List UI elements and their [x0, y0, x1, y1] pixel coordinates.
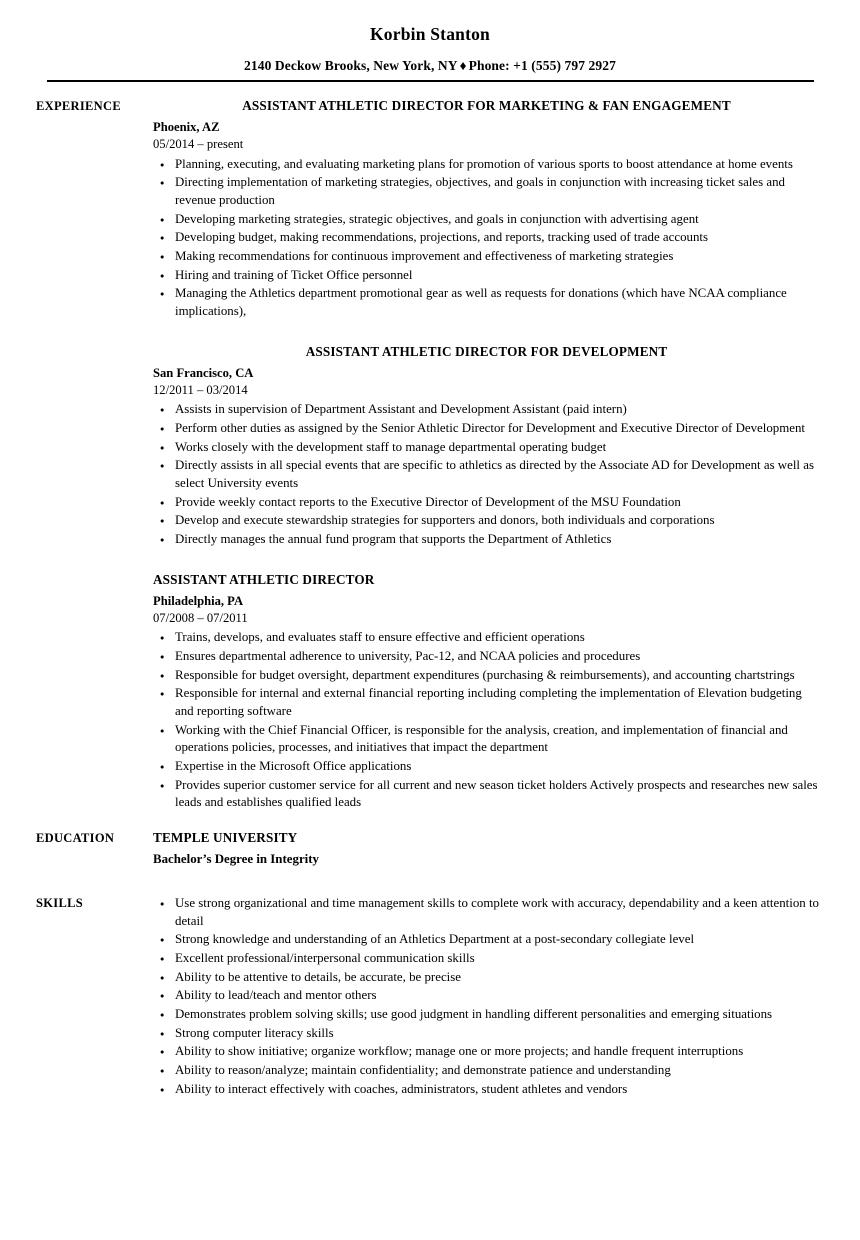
job-bullet: ● Planning, executing, and evaluating marketing plans for promotion of various sports to boost attendance at home events: [153, 156, 820, 174]
section-label-skills: SKILLS: [36, 895, 83, 910]
job-title: ASSISTANT ATHLETIC DIRECTOR FOR MARKETING & FAN ENGAGEMENT: [242, 98, 731, 113]
skill-bullet: ● Excellent professional/interpersonal communication skills: [153, 950, 820, 968]
skill-bullet: ● Ability to be attentive to details, be accurate, be precise: [153, 969, 820, 987]
skill-bullet: ● Ability to interact effectively with coaches, administrators, student athletes and vendors: [153, 1081, 820, 1099]
skills-body: [153, 894, 820, 1098]
experience-section: [0, 82, 860, 812]
experience-body: [153, 97, 820, 812]
experience-job: [153, 97, 820, 321]
experience-job: [153, 343, 820, 549]
job-bullet: ● Responsible for internal and external financial reporting including completing the implementation of Elevation budgeting and reporting software: [153, 685, 820, 720]
job-bullet: ● Responsible for budget oversight, department expenditures (purchasing & reimbursements), and accounting chartstrings: [153, 667, 820, 685]
job-bullet: ● Expertise in the Microsoft Office applications: [153, 758, 820, 776]
skill-bullet: ● Demonstrates problem solving skills; use good judgment in handling different personalities and emerging situations: [153, 1006, 820, 1024]
job-dates: 05/2014 – present: [153, 136, 244, 151]
job-bullet: ● Directing implementation of marketing strategies, objectives, and goals in conjunction with increasing ticket sales and revenue production: [153, 174, 820, 209]
job-bullet: ● Directly manages the annual fund program that supports the Department of Athletics: [153, 531, 820, 549]
job-bullet-list: [153, 401, 820, 548]
resume-header: [0, 0, 860, 82]
job-bullet: ● Trains, develops, and evaluates staff to ensure effective and efficient operations: [153, 629, 820, 647]
skill-bullet: ● Use strong organizational and time management skills to complete work with accuracy, dependability and a keen attention to detail: [153, 895, 820, 930]
candidate-address: 2140 Deckow Brooks, New York, NY: [244, 58, 458, 73]
job-bullet: ● Perform other duties as assigned by the Senior Athletic Director for Development and Executive Director of Development: [153, 420, 820, 438]
skill-bullet: ● Strong computer literacy skills: [153, 1025, 820, 1043]
job-bullet: ● Developing marketing strategies, strategic objectives, and goals in conjunction with advertising agent: [153, 211, 820, 229]
job-bullet: ● Managing the Athletics department promotional gear as well as requests for donations (which have NCAA compliance implications),: [153, 285, 820, 320]
job-title: ASSISTANT ATHLETIC DIRECTOR: [153, 571, 375, 587]
job-location: Philadelphia, PA: [153, 593, 244, 608]
job-bullet-list: [153, 629, 820, 812]
job-bullet: ● Working with the Chief Financial Officer, is responsible for the analysis, creation, and implementation of financial and operations policies, processes, and initiatives that impact the department: [153, 722, 820, 757]
skill-bullet: ● Ability to show initiative; organize workflow; manage one or more projects; and handle frequent interruptions: [153, 1043, 820, 1061]
job-bullet-list: [153, 156, 820, 321]
job-bullet: ● Directly assists in all special events that are specific to athletics as directed by the Associate AD for Development as well as select University events: [153, 457, 820, 492]
education-degree: Bachelor’s Degree in Integrity: [153, 852, 319, 867]
job-bullet: ● Hiring and training of Ticket Office personnel: [153, 267, 820, 285]
job-bullet: ● Provides superior customer service for all current and new season ticket holders Actively prospects and researches new sales leads and establishes qualified leads: [153, 777, 820, 812]
diamond-separator-icon: ♦: [459, 58, 467, 73]
skills-section: [0, 868, 860, 1098]
education-body: [153, 829, 820, 868]
education-section: [0, 812, 860, 868]
job-location: San Francisco, CA: [153, 365, 254, 380]
job-bullet: ● Develop and execute stewardship strategies for supporters and donors, both individuals and corporations: [153, 512, 820, 530]
job-bullet: ● Assists in supervision of Department Assistant and Development Assistant (paid intern): [153, 401, 820, 419]
candidate-name: Korbin Stanton: [370, 24, 490, 44]
section-label-education: EDUCATION: [36, 831, 115, 846]
skill-bullet: ● Strong knowledge and understanding of an Athletics Department at a post-secondary collegiate level: [153, 931, 820, 949]
job-bullet: ● Provide weekly contact reports to the Executive Director of Development of the MSU Foundation: [153, 494, 820, 512]
skills-bullet-list: [153, 895, 820, 1098]
job-bullet: ● Making recommendations for continuous improvement and effectiveness of marketing strategies: [153, 248, 820, 266]
skill-bullet: ● Ability to reason/analyze; maintain confidentiality; and demonstrate patience and understanding: [153, 1062, 820, 1080]
section-label-experience: EXPERIENCE: [36, 99, 121, 113]
job-dates: 12/2011 – 03/2014: [153, 382, 248, 397]
job-location: Phoenix, AZ: [153, 120, 220, 135]
experience-job: [153, 571, 820, 812]
job-title: ASSISTANT ATHLETIC DIRECTOR FOR DEVELOPMENT: [305, 343, 668, 359]
job-bullet: ● Developing budget, making recommendations, projections, and reports, tracking used of trade accounts: [153, 229, 820, 247]
education-school: TEMPLE UNIVERSITY: [153, 830, 298, 846]
skill-bullet: ● Ability to lead/teach and mentor others: [153, 987, 820, 1005]
job-bullet: ● Ensures departmental adherence to university, Pac-12, and NCAA policies and procedures: [153, 648, 820, 666]
candidate-phone: Phone: +1 (555) 797 2927: [468, 58, 616, 73]
job-dates: 07/2008 – 07/2011: [153, 610, 248, 625]
job-bullet: ● Works closely with the development staff to manage departmental operating budget: [153, 439, 820, 457]
candidate-contact-line: [0, 58, 860, 74]
